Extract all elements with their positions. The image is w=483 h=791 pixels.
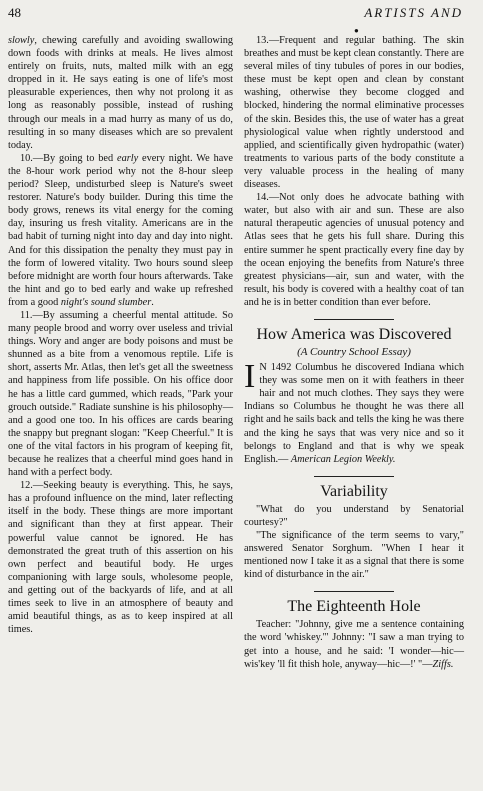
story-paragraph: "The significance of the term seems to vary," answered Senator Sorghum. "When I hear it mentioned now I take it as a signal that there is some kind of disturbance in the air." — [244, 530, 464, 581]
story-paragraph: Teacher: "Johnny, give me a sentence containing the word 'whiskey.'" Johnny: "I saw a man trying to get into a house, and he said: 'I wonder—hic—wis'key 'll fit thish hole, anyway—hic—!' "—Ziffs. — [244, 619, 464, 670]
right-column — [244, 34, 464, 671]
paragraph: 10.—By going to bed early every night. We have the 8-hour work period why not the 8-hour sleep period? Sleep, undisturbed sleep is Nature's sweet restorer. Nature's body builder. During this time the body grows, renews its vital energy for the coming day, insuring us fresh vitality. Americans are in the bad habit of turning night into day and day into night. And for this dissipation the penalty they must pay in the form of lowered vitality. Two hours sound sleep before midnight are worth four hours afterwards. Take the hint and go to bed early and wake up refreshed from a good night's sound slumber. — [8, 152, 234, 308]
page-number: 48 — [8, 5, 21, 20]
paragraph: 11.—By assuming a cheerful mental attitude. So many people brood and worry over useless and trivial things. Wory and anger are body poisons and must be shunned as a bite from a venomous reptile. Life is short, asserts Mr. Atlas, then let's get all the sweetness and happiness from life possible. On his office door he has a little card gummed, which reads, "Park your grouch outside." Radiate sunshine is his philosophy—and a good one too. In his offices are cards bearing the snappy but pregnant slogan: "Keep Cheerful." It is one of the vital factors in his program of keeping fit, because he realizes that a cheerful mind goes hand in hand with a perfect body. — [8, 309, 233, 479]
ornament-dot: ● — [354, 26, 359, 35]
story-title: Variability — [320, 482, 388, 500]
paragraph: slowly, chewing carefully and avoiding swallowing down foods with drinks at meals. He lives almost entirely on fruits, nuts, malted milk with an egg dropped in it. He says eating is one of life's most pleasurable experiences, then why not prolong it as long as reasonably possible, instead of rushing through our meals in a mad hurry as many of us do, resulting in so many diseases which are so prevalent today. — [8, 35, 233, 151]
story-paragraph: "What do you understand by Senatorial courtesy?" — [244, 503, 464, 528]
story-body — [244, 358, 464, 466]
divider — [314, 319, 394, 320]
story-title: How America was Discovered — [256, 325, 452, 343]
drop-cap: I — [244, 358, 256, 396]
left-column — [8, 34, 233, 636]
running-title: ARTISTS AND — [364, 5, 463, 20]
story-text: N 1492 Columbus he discovered Indiana which they was some men on it with feathers in theer hair and not much clothes. They says they were Indians so Columbus he thought he was there all right and he sails back and tells the king he was there and the king he says that was very nice and so it belongs to England and that is why we speak English.— American Legion Weekly. — [244, 362, 464, 465]
story-title: The Eighteenth Hole — [287, 598, 421, 616]
divider — [314, 591, 394, 592]
divider — [314, 476, 394, 477]
paragraph: 12.—Seeking beauty is everything. This, he says, has a profound influence on the mind, later reflecting itself in the body. These things are more important and significant than they at first appear. Their powerful value cannot be ignored. He has demonstrated the great truth of this assertion on his own perfect and beautiful body. He urges companioning with large souls, wholesome people, and getting out of the backyards of life, and at all times seek to live in an atmosphere of beauty and amid beautiful things, as as to keep inspired at all times. — [8, 480, 233, 636]
story-subtitle: (A Country School Essay) — [297, 345, 411, 358]
paragraph: 14.—Not only does he advocate bathing with water, but also with air and sun. These are also natural therapeutic agencies of unusual potency and Atlas sees that he gets his full share. During this entire summer he spent practically every fine day by the ocean enjoying the benefits from Nature's three greatest physicians—air, sun and water, with the result, his body is covered with a healthy coat of tan and he is in better condition than ever before. — [244, 192, 464, 308]
paragraph: 13.—Frequent and regular bathing. The skin breathes and must be kept clean constantly. There are several miles of tiny tubules of pores in our bodies, these must be kept open and clean by constant washing, otherwise they become clogged and blocked, hindering the normal eliminative processes of the skin. Besides this, the use of water has a great physiological value when rightly understood and applied, and scientifically given hydropathic (water) treatments to various parts of the body constitute a very valuable process in the healing of many diseases. — [244, 35, 464, 191]
